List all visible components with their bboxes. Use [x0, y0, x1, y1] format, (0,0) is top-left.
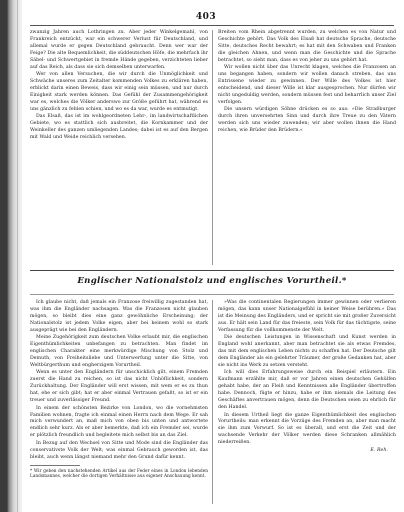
header-rule	[30, 25, 394, 26]
lower-right-paragraph: In diesem Urtheil liegt die ganze Eigenthümlichkeit des englischen Vorurtheils: man erkennt die Vorzüge des Fremden an, aber man macht sie ihm zum Vorwurf. So ist es überall, und erst die Zeit und der wachsende Verkehr der Völker werden diese Schranken allmählich niederreißen.	[218, 412, 396, 446]
binding-edge	[0, 0, 22, 512]
upper-right-paragraph: Die unsern würdigen Söhne drücken es so aus: »Die Straßburger durch ihren unversehrten Sinn und durch ihre Treue zu den Vätern werden sich uns wieder zuwenden; wir aber wollen ihnen die Hand reichen, wie Brüder den Brüdern.«	[218, 107, 396, 134]
lower-left-paragraph: In Bezug auf den Wechsel von Sitte und Mode sind die Engländer das conservativste Volk der Welt; was einmal Gebrauch geworden ist, das bleibt, auch wenn längst niemand mehr den Grund dafür kennt.	[30, 440, 208, 460]
section-rule-bottom	[30, 294, 394, 295]
column-divider-lower	[212, 300, 213, 504]
lower-right-paragraph: »Was die continentalen Regierungen immer gewinnen oder verlieren mögen, das kann unser Nationalgefühl in keiner Weise berühren.« Das ist die Meinung des Engländers, und er spricht sie mit großer Zuversicht aus. Er hält sein Land für das freieste, sein Volk für das tüchtigste, seine Verfassung für die vollkommenste der Welt.	[218, 300, 396, 333]
upper-right-paragraph: Wir wollen nicht über das Unrecht klagen, welches die Franzosen an uns begangen haben, sondern wir wollen danach streben, das uns Entrissene wieder zu gewinnen. Der Wille des Volkes ist hier entscheidend, und dieser Wille ist klar ausgesprochen. Nur dürfen wir nicht ungeduldig werden, sondern müssen fest und beharrlich unser Ziel verfolgen.	[218, 65, 396, 105]
article-title: Englischer Nationalstolz und englisches Vorurtheil.*	[77, 276, 347, 286]
footnote: * Wir geben den nachstehenden Artikel aus der Feder eines in London lebenden Landsmannes, welcher die dortigen Verhältnisse aus eigener Anschauung kennt.	[30, 467, 208, 479]
lower-left-paragraph: In einem der schönsten Bezirke von London, wo die vornehmsten Familien wohnen, fragte ich einmal einen Herrn nach dem Wege. Er sah mich verwundert an, maß mich von oben bis unten und antwortete endlich sehr kurz. Als er aber bemerkte, daß ich ein Fremder sei, wurde er plötzlich freundlich und begleitete mich selbst bis an das Ziel.	[30, 405, 208, 439]
lower-left-paragraph: Ich glaube nicht, daß jemals ein Franzose freiwillig zugestanden hat, was ihm die Engländer nachsagen. Was die Franzosen nicht glauben mögen, so bleibt dies eine ganz gewöhnliche Erscheinung; der Nationalstolz ist jedem Volke eigen, aber bei keinem wohl so stark ausgeprägt wie bei den Engländern.	[30, 300, 208, 333]
binding-gutter	[17, 0, 18, 512]
section-rule-top	[30, 270, 394, 271]
lower-right-paragraph: Die deutschen Leistungen in Wissenschaft und Kunst werden in England wohl anerkannt, aber man betrachtet sie als etwas Fremdes, das mit dem englischen Leben nichts zu schaffen hat. Der Deutsche gilt dem Engländer als ein gelehrter Träumer, der große Gedanken hat, aber sie nicht ins Werk zu setzen versteht.	[218, 335, 396, 368]
upper-left-column	[30, 30, 208, 143]
column-divider	[212, 30, 213, 265]
upper-left-paragraph: Das Elsaß, das ist im wohlgeordneten Lehr-, im landwirtschaftlichen Gebiete, wo es stattlich sich ausbreitet, die Kornkammer und der Weinkeller des ganzen umliegenden Landes; dabei ist es auf den Bergen mit Wald und Weide reichlich versehen.	[30, 114, 208, 140]
lower-left-paragraph: Wenn es unter den Engländern für unschicklich gilt, einem Fremden zuerst die Hand zu reichen, so ist das nicht Unhöflichkeit, sondern Zurückhaltung. Der Engländer will erst wissen, mit wem er es zu thun hat, ehe er sich gibt; hat er aber einmal Vertrauen gefaßt, so ist er ein treuer und zuverlässiger Freund.	[30, 370, 208, 404]
lower-right-paragraph: Ich will dies Erfahrungsweise durch ein Beispiel erläutern. Ein Kaufmann erzählte mir, daß er vor Jahren einen deutschen Gehülfen gehabt habe, der an Fleiß und Kenntnissen alle Engländer übertroffen habe. Dennoch, fügte er hinzu, habe er ihm niemals die Leitung des Geschäftes anvertrauen mögen, denn die Deutschen seien zu ehrlich für den Handel.	[218, 370, 396, 410]
upper-left-paragraph: zwanzig Jahren auch Lothringen zu. Aber jeder Winkelgemahl, von Frankreich entzückt, war ein schwerer Verlust für Deutschland, und allemal wurde er gegen Deutschland gebraucht. Denn wer war der Feige? Die alte Bequemlichkeit, die süddeutschen Höfe, die mehrfach ihr Säbel- und Schwertgebiet in fremde Hände gegeben, verzichteten lieber auf das Reich, als dass sie sich demselben unterwarfen.	[30, 30, 208, 70]
upper-left-paragraph: Wer von allen Versuchen, die wir durch die Unmöglichkeit und Schwäche unseres zum Zeitalter kommenden Volkes zu erklären haben, erblickt darin einen Beweis, dass wir einig sein müssen, und nur durch Einigkeit stark werden können. Das Gefühl der Zusammengehörigkeit war es, welches die Völker anderswo zur Größe geführt hat, während es uns gänzlich zu fehlen schien, und wo es da war, wurde es entmutigt.	[30, 72, 208, 112]
lower-right-column	[218, 300, 396, 455]
footnote-rule	[30, 465, 80, 466]
lower-left-paragraph: Meine Zugehörigkeit zum deutschen Volke erlaubt mir, die englischen Eigenthümlichkeiten unbefangen zu betrachten. Man findet im englischen Charakter eine merkwürdige Mischung von Stolz und Demuth, von Freiheitsliebe und Unterwerfung unter die Sitte, von Weltbürgerthum und engherzigem Vorurtheil.	[30, 335, 208, 368]
upper-right-column	[218, 30, 396, 136]
upper-right-paragraph: Breiten vom Rhein abgetrennt wurden, zu welchen es von Natur und Geschichte gehört. Das Volk des Elsaß hat deutsche Sprache, deutsche Sitte, deutsches Recht bewahrt; es hat mit den Schwaben und Franken die gleichen Ahnen, und wenn man die Geschichte und die Sprache betrachtet, so sieht man, dass es von jeher zu uns gehört hat.	[218, 30, 396, 63]
page-number: 403	[195, 12, 217, 22]
author-signature: E. Reh.	[370, 447, 388, 453]
lower-left-column	[30, 300, 208, 479]
